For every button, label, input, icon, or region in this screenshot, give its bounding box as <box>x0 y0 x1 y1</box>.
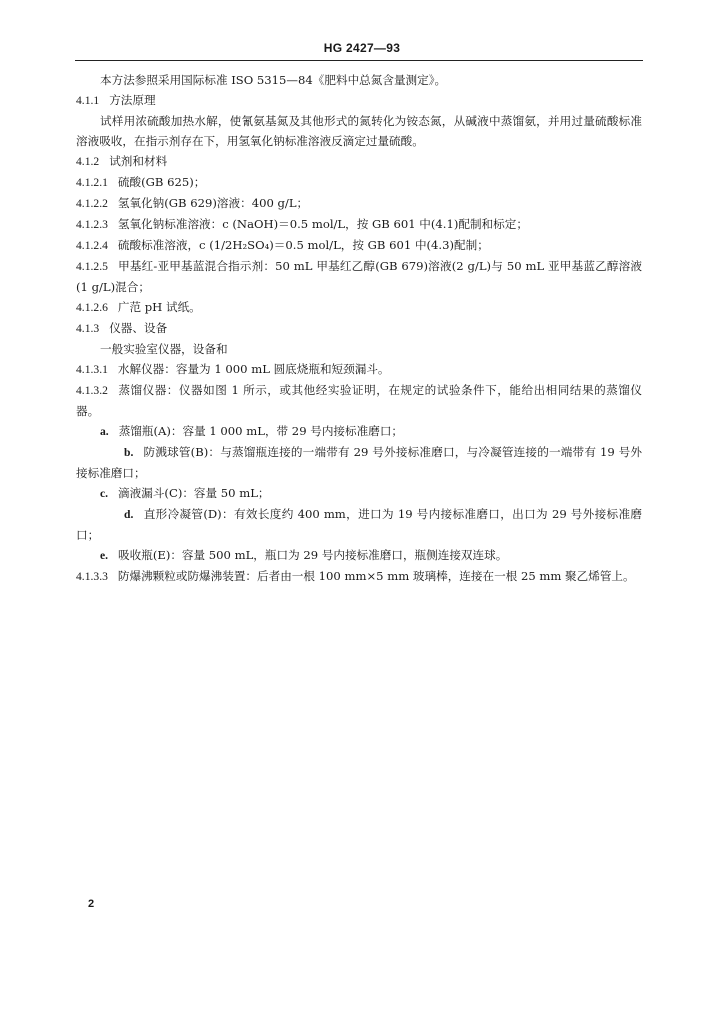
item-4-1-2-2 <box>76 193 642 214</box>
item-4-1-3-3 <box>76 566 642 587</box>
method-principle-text: 试样用浓硫酸加热水解，使氰氨基氮及其他形式的氮转化为铵态氮，从碱液中蒸馏氨，并用过量硫酸标准溶液吸收，在指示剂存在下，用氢氧化钠标准溶液反滴定过量硫酸。 <box>76 114 642 148</box>
document-body <box>76 70 642 587</box>
section-4-1-1 <box>76 90 642 111</box>
item-number: 4.1.2.1 <box>76 176 108 189</box>
sub-item-letter: b. <box>124 446 134 459</box>
item-number: 4.1.2.2 <box>76 197 108 210</box>
sub-item-a <box>76 421 642 442</box>
item-4-1-3-1 <box>76 359 642 380</box>
item-number: 4.1.3.3 <box>76 570 108 583</box>
document-code-header: HG 2427—93 <box>323 41 401 55</box>
general-equipment-text: 一般实验室仪器，设备和 <box>100 342 228 356</box>
sub-item-b <box>76 442 642 483</box>
item-4-1-3-2 <box>76 380 642 421</box>
item-text: 水解仪器：容量为 1 000 mL 圆底烧瓶和短颈漏斗。 <box>117 362 390 376</box>
section-title: 试剂和材料 <box>109 154 168 168</box>
page-number: 2 <box>88 898 95 910</box>
item-text: 蒸馏仪器：仪器如图 1 所示，或其他经实验证明，在规定的试验条件下，能给出相同结果的蒸馏仪器。 <box>76 383 642 418</box>
item-4-1-2-3 <box>76 214 642 235</box>
item-text: 硫酸(GB 625)； <box>117 175 206 189</box>
intro-paragraph: 本方法参照采用国际标准 ISO 5315—84《肥料中总氮含量测定》。 <box>100 73 447 87</box>
item-text: 防爆沸颗粒或防爆沸装置：后者由一根 100 mm×5 mm 玻璃棒，连接在一根 25 mm 聚乙烯管上。 <box>117 569 635 583</box>
item-number: 4.1.2.6 <box>76 301 108 314</box>
item-4-1-2-5 <box>76 256 642 297</box>
item-text: 氢氧化钠标准溶液：c (NaOH)＝0.5 mol/L，按 GB 601 中(4.1)配制和标定； <box>117 217 528 231</box>
item-text: 氢氧化钠(GB 629)溶液：400 g/L； <box>117 196 309 210</box>
section-number: 4.1.2 <box>76 155 100 168</box>
item-text: 甲基红-亚甲基蓝混合指示剂：50 mL 甲基红乙醇(GB 679)溶液(2 g/L)与 50 mL 亚甲基蓝乙醇溶液(1 g/L)混合； <box>76 259 642 294</box>
sub-item-text: 防溅球管(B)：与蒸馏瓶连接的一端带有 29 号外接标准磨口，与冷凝管连接的一端带有 19 号外接标准磨口； <box>76 445 642 480</box>
section-4-1-3 <box>76 318 642 339</box>
item-text: 广范 pH 试纸。 <box>117 300 201 314</box>
sub-item-letter: c. <box>100 487 109 500</box>
sub-item-text: 吸收瓶(E)：容量 500 mL，瓶口为 29 号内接标准磨口，瓶侧连接双连球。 <box>118 548 508 562</box>
section-title: 仪器、设备 <box>109 321 168 335</box>
section-number: 4.1.3 <box>76 322 100 335</box>
header-rule <box>75 60 643 61</box>
sub-item-c <box>76 483 642 504</box>
sub-item-e <box>76 545 642 566</box>
section-title: 方法原理 <box>109 93 156 107</box>
sub-item-letter: a. <box>100 425 109 438</box>
item-number: 4.1.2.3 <box>76 218 108 231</box>
sub-item-letter: d. <box>124 508 134 521</box>
section-number: 4.1.1 <box>76 94 100 107</box>
item-number: 4.1.2.5 <box>76 260 108 273</box>
item-4-1-2-4 <box>76 235 642 256</box>
item-4-1-2-1 <box>76 172 642 193</box>
item-text: 硫酸标准溶液，c (1/2H₂SO₄)＝0.5 mol/L，按 GB 601 中(4.3)配制； <box>117 238 489 252</box>
item-4-1-2-6 <box>76 297 642 318</box>
item-number: 4.1.3.2 <box>76 384 108 397</box>
sub-item-letter: e. <box>100 549 109 562</box>
item-number: 4.1.3.1 <box>76 363 108 376</box>
section-4-1-2 <box>76 151 642 172</box>
sub-item-text: 滴液漏斗(C)：容量 50 mL； <box>118 486 270 500</box>
sub-item-text: 直形冷凝管(D)：有效长度约 400 mm，进口为 19 号内接标准磨口，出口为 29 号外接标准磨口； <box>76 507 642 542</box>
sub-item-d <box>76 504 642 545</box>
sub-item-text: 蒸馏瓶(A)：容量 1 000 mL，带 29 号内接标准磨口； <box>118 424 404 438</box>
item-number: 4.1.2.4 <box>76 239 108 252</box>
